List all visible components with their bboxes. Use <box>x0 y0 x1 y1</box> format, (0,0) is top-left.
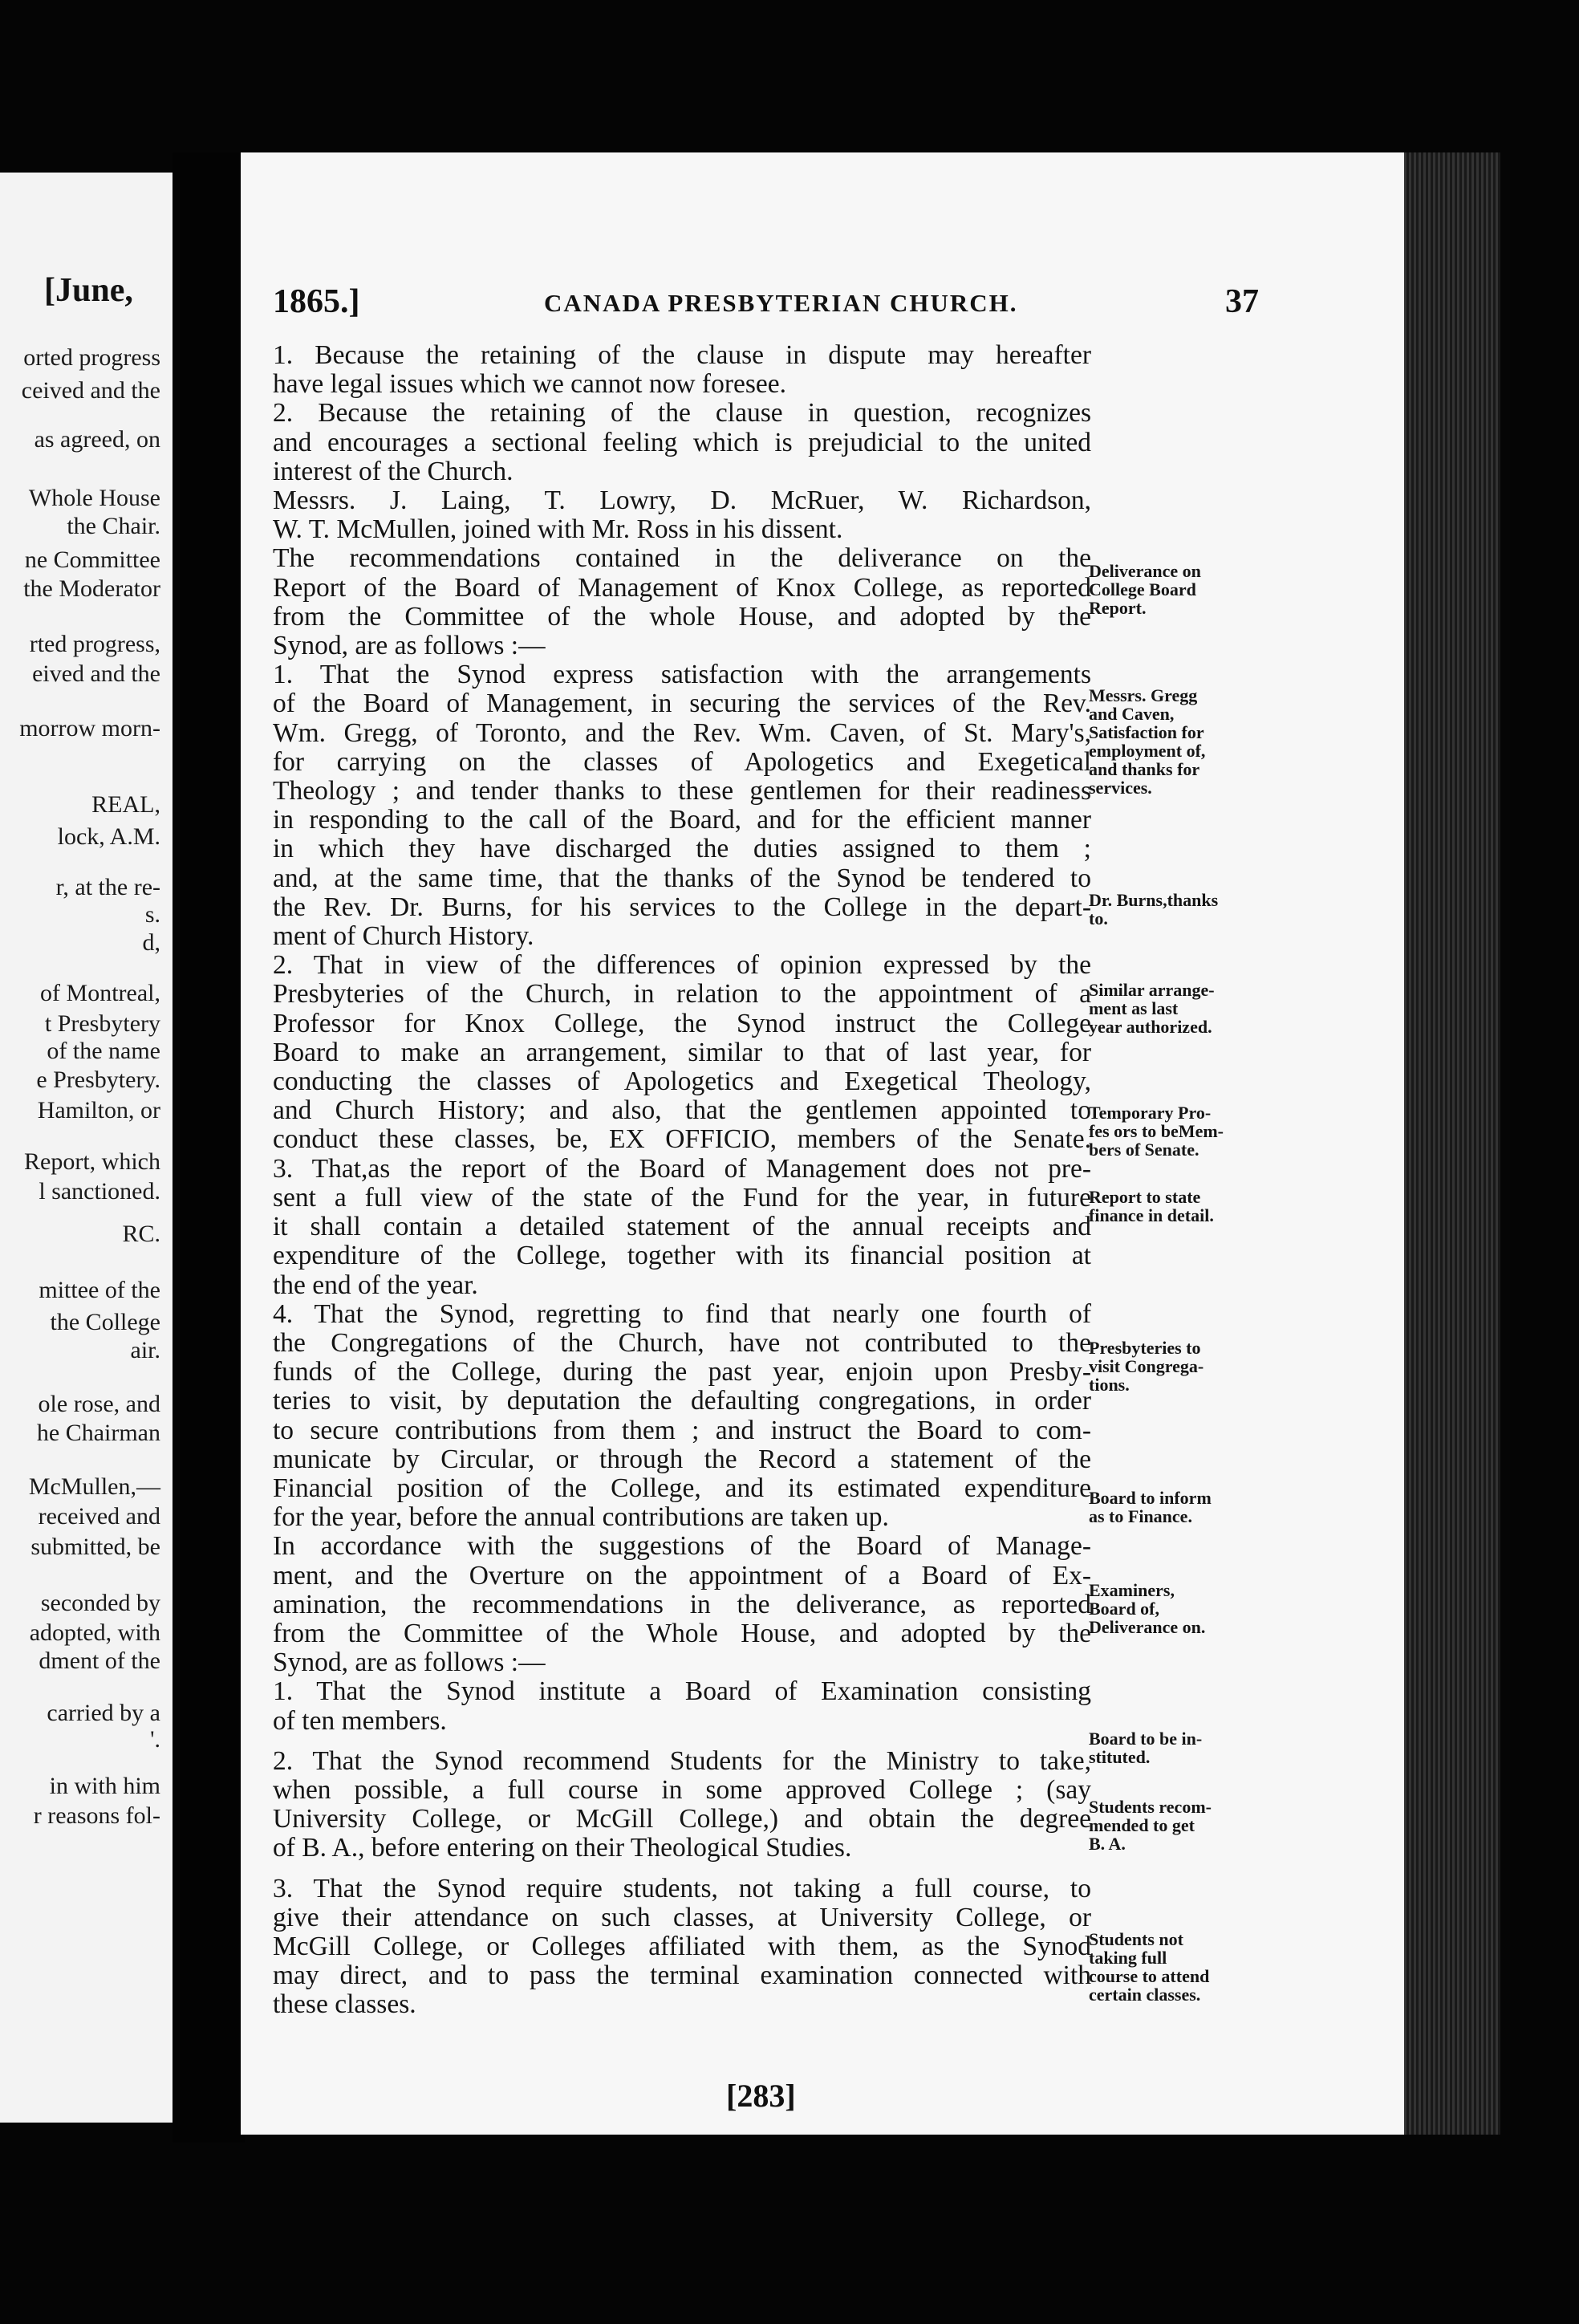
side-note-line: taking full <box>1089 1948 1167 1968</box>
left-page-line: the Chair. <box>67 513 160 539</box>
body-line: Professor for Knox College, the Synod instruct the College <box>273 1008 1091 1038</box>
side-note-line: certain classes. <box>1089 1985 1201 2005</box>
side-note-line: Board to inform <box>1089 1488 1212 1508</box>
page-number: 37 <box>1225 283 1259 320</box>
body-line: these classes. <box>273 1989 416 2020</box>
body-line: 1. That the Synod institute a Board of Examination consisting <box>273 1676 1091 1707</box>
body-line: the Rev. Dr. Burns, for his services to the College in the depart- <box>273 892 1091 922</box>
left-page-line: adopted, with <box>29 1619 160 1646</box>
body-line: ment, and the Overture on the appointment of a Board of Ex- <box>273 1560 1091 1591</box>
side-note-line: Students recom- <box>1089 1797 1212 1817</box>
side-note-line: visit Congrega- <box>1089 1356 1204 1376</box>
side-note-line: bers of Senate. <box>1089 1140 1199 1160</box>
body-line: the Congregations of the Church, have not contributed to the <box>273 1327 1091 1358</box>
side-note-line: Deliverance on <box>1089 561 1201 581</box>
side-note-line: Messrs. Gregg <box>1089 685 1198 705</box>
body-line: funds of the College, during the past year, enjoin upon Presby- <box>273 1357 1091 1387</box>
body-line: Synod, are as follows :— <box>273 1648 546 1678</box>
left-page-line: in with him <box>49 1773 160 1799</box>
side-note-line: employment of, <box>1089 741 1206 761</box>
left-page-line: of Montreal, <box>40 980 160 1006</box>
left-page-line: Report, which <box>24 1148 160 1175</box>
body-line: for the year, before the annual contributions are taken up. <box>273 1502 889 1533</box>
body-line: McGill College, or Colleges affiliated with them, as the Synod <box>273 1931 1091 1961</box>
body-line: and Church History; and also, that the gentlemen appointed to <box>273 1095 1091 1126</box>
side-note-line: finance in detail. <box>1089 1205 1214 1225</box>
left-page-line: the College <box>50 1309 160 1335</box>
body-line: interest of the Church. <box>273 456 513 486</box>
body-line: Presbyteries of the Church, in relation to the appointment of a <box>273 979 1091 1010</box>
left-page-line: REAL, <box>91 791 160 818</box>
body-line: Theology ; and tender thanks to these gentlemen for their readiness <box>273 776 1091 806</box>
body-line: 3. That the Synod require students, not taking a full course, to <box>273 1873 1091 1903</box>
side-note-line: tions. <box>1089 1375 1130 1395</box>
body-line: municate by Circular, or through the Record a statement of the <box>273 1444 1091 1474</box>
body-line: Wm. Gregg, of Toronto, and the Rev. Wm. Caven, of St. Mary's, <box>273 717 1091 748</box>
body-line: 2. That the Synod recommend Students for the Ministry to take, <box>273 1745 1091 1776</box>
body-line: W. T. McMullen, joined with Mr. Ross in his dissent. <box>273 514 843 545</box>
left-page-line: '. <box>150 1726 160 1753</box>
side-note <box>1089 1581 1205 1636</box>
side-note-line: and thanks for <box>1089 759 1200 779</box>
side-note <box>1089 891 1218 928</box>
side-note <box>1089 1339 1204 1394</box>
side-note-line: Report to state <box>1089 1187 1201 1207</box>
body-line: teries to visit, by deputation the defaulting congregations, in order <box>273 1386 1091 1416</box>
body-line: sent a full view of the state of the Fund for the year, in future <box>273 1182 1091 1213</box>
left-page-line: ne Committee <box>24 546 160 573</box>
left-page-line: submitted, be <box>30 1534 160 1560</box>
side-note-line: Students not <box>1089 1929 1183 1949</box>
side-note <box>1089 1103 1224 1159</box>
left-page-line: d, <box>142 929 160 956</box>
side-note-line: College Board <box>1089 579 1196 599</box>
side-note-line: services. <box>1089 778 1152 798</box>
body-line: the end of the year. <box>273 1270 478 1300</box>
left-page-line: ole rose, and <box>38 1391 160 1417</box>
body-line: University College, or McGill College,) and obtain the degree <box>273 1804 1091 1834</box>
left-page-line: seconded by <box>40 1590 160 1616</box>
left-page-header: [June, <box>44 272 133 309</box>
body-line: for carrying on the classes of Apologetics and Exegetical <box>273 746 1091 777</box>
left-page-line: air. <box>130 1337 160 1363</box>
body-line: 1. Because the retaining of the clause in dispute may hereafter <box>273 340 1091 370</box>
side-note-line: Satisfaction for <box>1089 722 1204 742</box>
side-note <box>1089 686 1205 797</box>
body-line: Financial position of the College, and its estimated expenditure <box>273 1473 1091 1503</box>
side-note <box>1089 1188 1214 1225</box>
left-page-line: s. <box>144 901 160 928</box>
left-page-line: carried by a <box>47 1700 160 1726</box>
left-page-line: rted progress, <box>29 631 160 657</box>
side-note-line: year authorized. <box>1089 1017 1212 1037</box>
side-note-line: Similar arrange- <box>1089 980 1215 1000</box>
body-line: have legal issues which we cannot now foresee. <box>273 369 787 400</box>
side-note-line: Deliverance on. <box>1089 1617 1206 1637</box>
left-page-line: e Presbytery. <box>36 1067 160 1093</box>
side-note-line: mended to get <box>1089 1815 1195 1835</box>
body-line: 2. That in view of the differences of opinion expressed by the <box>273 950 1091 981</box>
left-page-line: he Chairman <box>36 1420 160 1446</box>
side-note <box>1089 1729 1202 1766</box>
body-line: when possible, a full course in some approved College ; (say <box>273 1774 1091 1805</box>
left-page-line: Whole House <box>28 485 160 511</box>
header-title: CANADA PRESBYTERIAN CHURCH. <box>544 289 1018 317</box>
left-page-line: orted progress <box>23 344 160 371</box>
body-line: conduct these classes, be, EX OFFICIO, members of the Senate. <box>273 1124 1091 1155</box>
left-page-line: as agreed, on <box>34 426 160 453</box>
side-note-line: Board to be in- <box>1089 1729 1203 1749</box>
left-page-line: t Presbytery <box>44 1010 160 1037</box>
side-note-line: and Caven, <box>1089 704 1175 724</box>
body-line: may direct, and to pass the terminal examination connected with <box>273 1960 1091 1991</box>
side-note-line: Report. <box>1089 598 1147 618</box>
signature-mark: [283] <box>726 2078 796 2114</box>
side-note-line: stituted. <box>1089 1747 1151 1767</box>
body-line: expenditure of the College, together with its financial position at <box>273 1241 1091 1271</box>
side-note-line: B. A. <box>1089 1834 1126 1854</box>
side-note-line: as to Finance. <box>1089 1506 1192 1526</box>
body-line: and encourages a sectional feeling which is prejudicial to the united <box>273 427 1091 457</box>
side-note-line: ment as last <box>1089 998 1179 1018</box>
body-line: to secure contributions from them ; and instruct the Board to com- <box>273 1415 1091 1445</box>
side-note-line: course to attend <box>1089 1966 1210 1986</box>
side-note-line: fes ors to beMem- <box>1089 1121 1224 1141</box>
left-page-line: r reasons fol- <box>33 1802 160 1829</box>
side-note-line: Temporary Pro- <box>1089 1103 1212 1123</box>
left-page-line: received and <box>38 1503 160 1530</box>
body-line: give their attendance on such classes, at University College, or <box>273 1902 1091 1932</box>
left-page-line: McMullen,— <box>28 1473 160 1500</box>
body-line: 3. That,as the report of the Board of Management does not pre- <box>273 1153 1091 1184</box>
side-note <box>1089 1798 1212 1853</box>
body-line: ment of Church History. <box>273 921 534 952</box>
body-line: amination, the recommendations in the deliverance, as reported <box>273 1589 1091 1619</box>
side-note <box>1089 562 1201 617</box>
left-page-line: dment of the <box>39 1648 160 1674</box>
body-line: Report of the Board of Management of Knox College, as reported <box>273 572 1091 603</box>
left-page-line: of the name <box>47 1038 160 1064</box>
left-page-line: ceived and the <box>21 377 160 404</box>
body-line: Messrs. J. Laing, T. Lowry, D. McRuer, W. Richardson, <box>273 486 1091 516</box>
body-line: in responding to the call of the Board, and for the efficient manner <box>273 805 1091 835</box>
side-note-line: Examiners, <box>1089 1580 1175 1600</box>
body-line: The recommendations contained in the deliverance on the <box>273 543 1091 574</box>
body-text <box>273 341 1091 2020</box>
side-note <box>1089 981 1215 1036</box>
body-line: it shall contain a detailed statement of the annual receipts and <box>273 1212 1091 1242</box>
header-year: 1865.] <box>273 283 360 320</box>
body-line: conducting the classes of Apologetics and Exegetical Theology, <box>273 1067 1091 1097</box>
left-page-line: the Moderator <box>23 575 160 602</box>
side-note-line: Presbyteries to <box>1089 1338 1201 1358</box>
side-note-line: to. <box>1089 908 1108 928</box>
left-page-line: r, at the re- <box>55 874 160 900</box>
body-line: Board to make an arrangement, similar to that of last year, for <box>273 1037 1091 1067</box>
left-page-line: mittee of the <box>39 1277 160 1303</box>
body-line: from the Committee of the whole House, and adopted by the <box>273 601 1091 632</box>
body-line: 2. Because the retaining of the clause in question, recognizes <box>273 398 1091 429</box>
side-note <box>1089 1489 1212 1526</box>
body-line: and, at the same time, that the thanks of the Synod be tendered to <box>273 863 1091 893</box>
body-line: In accordance with the suggestions of the Board of Manage- <box>273 1531 1091 1562</box>
book-gutter <box>173 152 245 2143</box>
body-line: in which they have discharged the duties assigned to them ; <box>273 834 1091 864</box>
left-page-line: l sanctioned. <box>39 1178 160 1205</box>
body-line: of ten members. <box>273 1705 447 1736</box>
body-line: from the Committee of the Whole House, and adopted by the <box>273 1618 1091 1648</box>
body-line: Synod, are as follows :— <box>273 631 546 661</box>
body-line: of B. A., before entering on their Theological Studies. <box>273 1833 852 1863</box>
body-line: 4. That the Synod, regretting to find that nearly one fourth of <box>273 1298 1091 1329</box>
page-edges <box>1404 152 1500 2135</box>
side-note-line: Board of, <box>1089 1599 1159 1619</box>
left-page-line: lock, A.M. <box>57 823 160 850</box>
side-note-line: Dr. Burns,thanks <box>1089 890 1219 910</box>
left-page-line: RC. <box>122 1221 160 1247</box>
left-page-line: morrow morn- <box>19 715 160 741</box>
left-page-line: eived and the <box>32 660 160 687</box>
left-page-line: Hamilton, or <box>37 1097 160 1123</box>
body-line: of the Board of Management, in securing the services of the Rev. <box>273 689 1091 719</box>
side-note <box>1089 1930 1209 2004</box>
body-line: 1. That the Synod express satisfaction with the arrangements <box>273 660 1091 690</box>
